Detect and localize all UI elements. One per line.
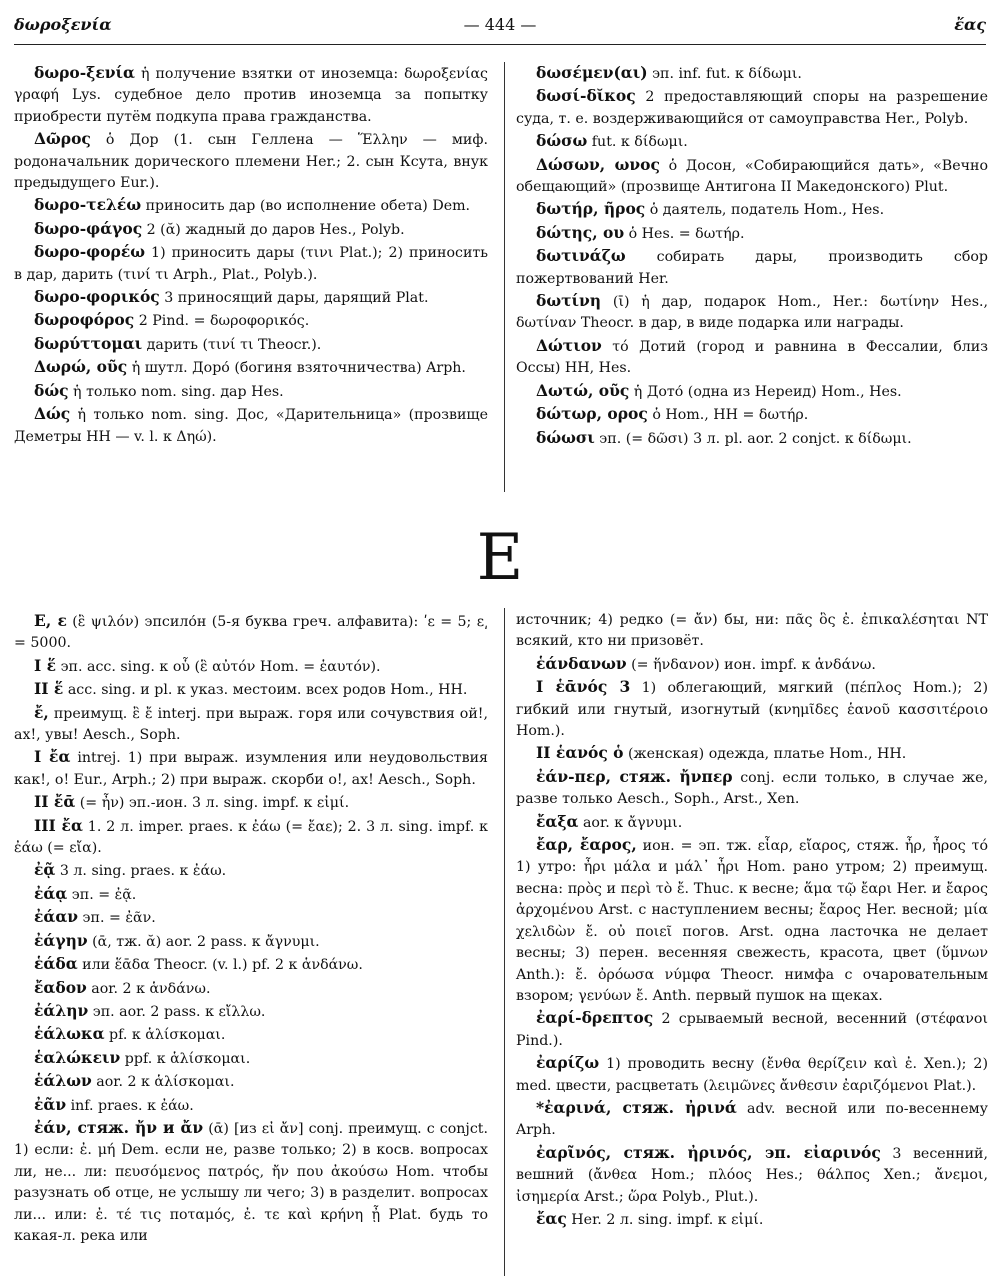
entry-definition: приносить дар (во исполнение обета) Dem. (141, 198, 471, 215)
entry-definition: 2 срываемый весной, весенний (στέφανοι Pind.). (516, 1011, 988, 1049)
entry-headword: δωρο-φορέω (34, 242, 146, 262)
entry-headword: Δωτώ, οῦς (536, 380, 630, 400)
entry-headword: Ε, ε (34, 611, 67, 630)
entry-headword: ἔαρ, ἔαρος, (536, 835, 637, 855)
dictionary-entry (14, 702, 488, 747)
dictionary-entry (516, 130, 988, 153)
entry-headword: ἐαρίζω (536, 1053, 600, 1073)
entry-headword: ἐάαν (34, 907, 79, 927)
dictionary-entry (14, 791, 488, 814)
dictionary-entry (14, 1000, 488, 1023)
entry-definition: fut. к δίδωμι. (587, 134, 688, 151)
dictionary-entry (14, 194, 488, 217)
entry-definition: или ἕᾱδα Theocr. (v. l.) pf. 2 к ἁνδάνω. (77, 957, 363, 974)
entry-headword: δωρύττομαι (34, 333, 143, 353)
dictionary-entry (14, 1094, 488, 1117)
entry-definition: (ᾱ, тж. ᾰ) aor. 2 pass. к ἄγνυμι. (87, 933, 320, 950)
entry-definition: aor. 2 к ἁνδάνω. (86, 980, 211, 997)
bottom-column-divider (504, 608, 505, 1276)
dictionary-entry (14, 403, 488, 448)
dictionary-entry (14, 309, 488, 332)
dictionary-entry (516, 653, 988, 676)
dictionary-entry (516, 290, 988, 335)
entry-headword: δωσέμεν(αι) (536, 63, 648, 82)
entry-definition: ἡ только nom. sing. дар Hes. (68, 383, 284, 400)
dictionary-entry (516, 1097, 988, 1142)
entry-definition: ἡ Дото́ (одна из Нереид) Hom., Hes. (629, 383, 902, 400)
dictionary-entry (516, 198, 988, 221)
top-left-column (14, 62, 488, 448)
entry-headword: ἐάγην (34, 930, 88, 950)
entry-definition: ppf. к ἁλίσκομαι. (120, 1050, 251, 1067)
entry-headword: ἑάνδανων (536, 653, 627, 673)
entry-definition: эп. (= δῶσι) 3 л. pl. aor. 2 conjct. к δίδωμι. (594, 430, 912, 447)
dictionary-entry (14, 883, 488, 906)
entry-definition: aor. к ἄγνυμι. (578, 814, 683, 831)
entry-headword: δώωσι (536, 427, 595, 447)
entry-headword: ἑάλων (34, 1071, 92, 1091)
entry-definition: intrej. 1) при выраж. изумления или неудовольствия как!, о! Eur., Arph.; 2) при выраж. скорби о!, ах! Aesch., Soph. (14, 750, 488, 788)
entry-definition: (ῑ) ἡ дар, подарок Hom., Her.: δωτίνην Hes., δωτίναν Theocr. в дар, в виде подарка или награды. (516, 294, 988, 332)
entry-definition: 2 предоставляющий споры на разрешение суда, т. е. воздерживающийся от самоуправства Her., Polyb. (516, 89, 988, 127)
entry-headword: ἐάᾳ (34, 883, 68, 903)
entry-headword: ἐᾷ (34, 860, 56, 880)
entry-definition: (= ἥνδανον) ион. impf. к ἁνδάνω. (626, 656, 876, 673)
entry-definition: дарить (τινί τι Theocr.). (142, 336, 322, 353)
entry-headword: δώς (34, 380, 69, 400)
dictionary-entry (516, 1142, 988, 1208)
dictionary-entry (516, 427, 988, 450)
entry-definition: ἡ шутл. Доро́ (богиня взяточничества) Arph. (127, 360, 466, 377)
bottom-left-column (14, 610, 488, 1247)
top-column-divider (504, 62, 505, 492)
entry-headword: II ἔᾱ (34, 792, 76, 812)
entry-definition: ὁ Досон, «Собирающийся дать», «Вечно обещающий» (прозвище Антигона II Македонского) Plut. (516, 157, 988, 196)
dictionary-entry (516, 85, 988, 130)
entry-definition: эп. acc. sing. к οὗ (ἓ αὐτόν Hom. = ἑαυτόν). (56, 658, 381, 675)
entry-headword: ἑάλωκα (34, 1024, 105, 1044)
entry-definition: эп. = ἐᾷ. (67, 886, 137, 903)
dictionary-entry (14, 977, 488, 1000)
entry-definition: преимущ. ἒ ἔ interj. при выраж. горя или сочувствия ой!, ах!, увы! Aesch., Soph. (14, 705, 488, 744)
entry-headword: II ἑανός ὁ (536, 743, 624, 763)
entry-definition: собирать дары, производить сбор пожертвований Her. (516, 249, 988, 287)
entry-definition: ἡ только nom. sing. Дос, «Дарительница» (прозвище Деметры HH — v. l. к Δηώ). (14, 407, 488, 445)
entry-definition: 3 весенний, вешний (ἄνθεα Hom.; πλόος Hes.; θάλπος Xen.; ἄνεμοι, ἰσημερία Arst.; ὥρα Polyb., Plut.). (516, 1145, 989, 1205)
entry-headword: Δώς (34, 404, 71, 424)
entry-headword: ἐᾶν (34, 1094, 67, 1114)
entry-headword: δωρο-φάγος (34, 218, 143, 238)
dictionary-entry (516, 766, 988, 811)
entry-headword: *ἐαρινά, стяж. ἠρινά (536, 1097, 737, 1117)
entry-headword: δώτωρ, ορος (536, 404, 648, 424)
entry-definition: τό Дотий (город и равнина в Фессалии, близ Оссы) HH, Hes. (516, 338, 988, 377)
dictionary-entry (14, 906, 488, 929)
dictionary-entry (516, 676, 988, 742)
entry-definition: adv. весной или по-весеннему Arph. (516, 1100, 988, 1139)
dictionary-entry (14, 1047, 488, 1070)
entry-definition: ὁ Hes. = δωτήρ. (624, 225, 745, 242)
entry-headword: Δώτιον (536, 335, 602, 355)
entry-headword: ἔας (536, 1208, 567, 1228)
dictionary-entry (14, 128, 488, 194)
entry-definition: 1) приносить дары (τινι Plat.); 2) приносить в дар, дарить (τινί τι Arph., Plat., Polyb.). (14, 245, 488, 283)
entry-headword: ἑάδα (34, 954, 78, 974)
dictionary-entry (14, 610, 488, 655)
dictionary-entry (14, 859, 488, 882)
entry-headword: δωρο-τελέω (34, 195, 142, 215)
dictionary-entry (14, 1117, 488, 1247)
entry-headword: ἑαλώκειν (34, 1047, 121, 1067)
entry-headword: δωρο-ξενία (34, 63, 135, 82)
entry-headword: II ἕ (34, 679, 64, 699)
entry-definition: эп. aor. 2 pass. к εἴλλω. (88, 1003, 266, 1020)
entry-definition: ион. = эп. тж. εἶαρ, εἴαρος, стяж. ἦρ, ἦρος τό 1) утро: ἦρι μάλα и μάλ᾽ ἦρι Hom. рано утром; 2) преимущ. весна: πρὸς и περὶ τὸ ἔ. Thuc. к весне; ἅμα τῷ ἔαρι Her. и ἔαρος ἀρχομένου Arst. с наступлением весны; ἔαρος Her. весной; μία χελιδὼν ἔ. οὐ ποιεῖ погов. Arst. одна ласточка не делает весны; 3) перен. весенняя свежесть, красота, цвет (ὕμνων Anth.): ἔ. ὀρόωσα νύμφα Theocr. нимфа с очаровательным взором; γενύων ἔ. Anth. первый пушок на щеках. (516, 838, 988, 1004)
entry-headword: I ἕ (34, 655, 57, 675)
bottom-right-column (516, 610, 988, 1231)
dictionary-entry (14, 746, 488, 791)
entry-definition: эп. inf. fut. к δίδωμι. (647, 66, 802, 82)
entry-definition: pf. к ἁλίσκομαι. (104, 1027, 226, 1044)
dictionary-entry (14, 678, 488, 701)
entry-headword: δωροφόρος (34, 310, 135, 330)
top-right-column (516, 62, 988, 450)
entry-headword: ἐάν, стяж. ἤν и ἄν (34, 1117, 204, 1137)
dictionary-entry (14, 286, 488, 309)
entry-headword: ἔαδον (34, 977, 87, 997)
dictionary-entry (14, 241, 488, 286)
entry-definition: (= ἦν) эп.-ион. 3 л. sing. impf. к εἰμί. (75, 795, 350, 812)
entry-headword: δωτινάζω (536, 246, 626, 266)
entry-definition: 2 Pind. = δωροφορικός. (134, 313, 310, 330)
entry-headword: δώσω (536, 131, 588, 151)
entry-definition: 1. 2 л. imper. praes. к ἐάω (= ἔαε); 2. 3 л. sing. impf. к ἐάω (= εἴα). (14, 818, 489, 857)
entry-definition: 1) облегающий, мягкий (πέπλος Hom.); 2) гибкий или гнутый, изогнутый (κνημῖδες ἑανοῦ κασσιτέροιο Hom.). (516, 680, 988, 740)
entry-headword: ἐάν-περ, стяж. ἤνπερ (536, 766, 733, 786)
running-head-right: ἔας (954, 15, 986, 34)
entry-headword: δωτήρ, ῆρος (536, 199, 646, 219)
entry-definition: conj. если только, в случае же, разве только Aesch., Soph., Arst., Xen. (516, 769, 989, 808)
dictionary-entry (14, 815, 488, 860)
dictionary-entry (516, 222, 988, 245)
dictionary-entry (516, 834, 988, 1007)
entry-headword: δωτίνη (536, 291, 602, 311)
entry-definition: ἡ получение взятки от иноземца: δωροξενίας γραφή Lys. судебное дело против иноземца за попытку приобрести путём подкупа права гражданства. (14, 66, 488, 125)
running-head-left: δωροξενία (14, 15, 112, 34)
header-rule (14, 44, 986, 45)
entry-definition: эп. = ἐᾶν. (78, 910, 156, 927)
entry-definition: ὁ даятель, податель Hom., Hes. (645, 202, 885, 219)
entry-headword: III ἔα (34, 815, 83, 835)
entry-definition: 3 приносящий дары, дарящий Plat. (159, 290, 429, 307)
entry-definition: aor. 2 к ἁλίσκομαι. (91, 1074, 235, 1091)
entry-headword: I ἔα (34, 747, 71, 767)
entry-definition: источник; 4) редко (= ἄν) бы, ни: πᾶς ὃς ἐ. ἐπικαλέσηται NT всякий, кто ни призовёт. (516, 612, 988, 650)
entry-definition: (женская) одежда, платье Hom., HH. (623, 746, 907, 763)
entry-definition: (ᾱ) [из εἰ ἄν] conj. преимущ. c conjct. 1) если: ἐ. μή Dem. если не, разве только; 2) в косв. вопросах ли, не... ли: πευσόμενος πατρός, ἤν που ἀκούσω Hom. чтобы разузнать об отце, не услышу ли чего; 3) в разделит. вопросах ли... или: ἐ. τέ τις ποταμός, ἐ. τε καὶ κρήνη ᾖ Plat. будь то какая-л. река или (14, 1120, 488, 1244)
dictionary-entry (14, 1070, 488, 1093)
entry-headword: ἐαρί-δρεπτος (536, 1008, 654, 1028)
dictionary-entry (516, 1208, 988, 1231)
dictionary-entry (14, 655, 488, 678)
dictionary-entry (14, 930, 488, 953)
dictionary-entry (14, 62, 488, 128)
dictionary-entry (516, 403, 988, 426)
entry-definition: ὁ Дор (1. сын Геллена — Ἕλλην — миф. родоначальник дорического племени Her.; 2. сын Ксута, внук предыдущего Eur.). (14, 132, 488, 192)
dictionary-entry (14, 333, 488, 356)
entry-definition: (ἒ ψιλόν) эпсило́н (5-я буква греч. алфавита): ʹε = 5; ε͵ = 5000. (14, 614, 488, 652)
entry-headword: δώτης, ου (536, 222, 625, 242)
entry-headword: Δῶρος (34, 129, 91, 149)
entry-definition: 3 л. sing. praes. к ἐάω. (55, 863, 227, 880)
entry-definition: 2 (ᾰ) жадный до даров Hes., Polyb. (142, 221, 405, 238)
section-letter-heading: E (476, 521, 524, 595)
dictionary-entry (14, 953, 488, 976)
dictionary-entry (516, 335, 988, 380)
entry-headword: ἔ, (34, 702, 49, 722)
entry-headword: I ἑᾱνός 3 (536, 677, 631, 697)
dictionary-entry (14, 218, 488, 241)
entry-definition: acc. sing. и pl. к указ. местоим. всех родов Hom., HH. (63, 682, 468, 699)
entry-headword: ἔαξα (536, 811, 579, 831)
dictionary-entry (516, 380, 988, 403)
entry-definition: inf. praes. к ἐάω. (66, 1097, 194, 1114)
dictionary-entry (516, 811, 988, 834)
page-number: — 444 — (463, 15, 537, 34)
entry-headword: δωρο-φορικός (34, 287, 160, 307)
entry-definition: 1) проводить весну (ἔνθα θερίζειν καὶ ἐ. Xen.); 2) med. цвести, расцветать (λειμῶνες ἄνθεσιν ἐαριζόμενοι Plat.). (516, 1056, 988, 1094)
entry-headword: Δωρώ, οῦς (34, 357, 128, 377)
dictionary-entry (14, 356, 488, 379)
entry-headword: ἐαρῖνός, стяж. ἠρινός, эп. εἰαρινός (536, 1142, 881, 1162)
entry-definition: Her. 2 л. sing. impf. к εἰμί. (566, 1211, 764, 1228)
dictionary-entry (14, 380, 488, 403)
dictionary-entry (516, 610, 988, 653)
page-header (14, 14, 986, 42)
entry-headword: δωσί-δῐκος (536, 86, 636, 106)
dictionary-entry (516, 154, 988, 199)
dictionary-entry (516, 742, 988, 765)
entry-headword: ἐάλην (34, 1000, 89, 1020)
dictionary-entry (516, 1052, 988, 1097)
dictionary-entry (516, 62, 988, 85)
dictionary-entry (14, 1023, 488, 1046)
entry-definition: ὁ Hom., HH = δωτήρ. (647, 407, 809, 424)
dictionary-entry (516, 245, 988, 290)
dictionary-entry (516, 1007, 988, 1052)
entry-headword: Δώσων, ωνος (536, 154, 660, 174)
